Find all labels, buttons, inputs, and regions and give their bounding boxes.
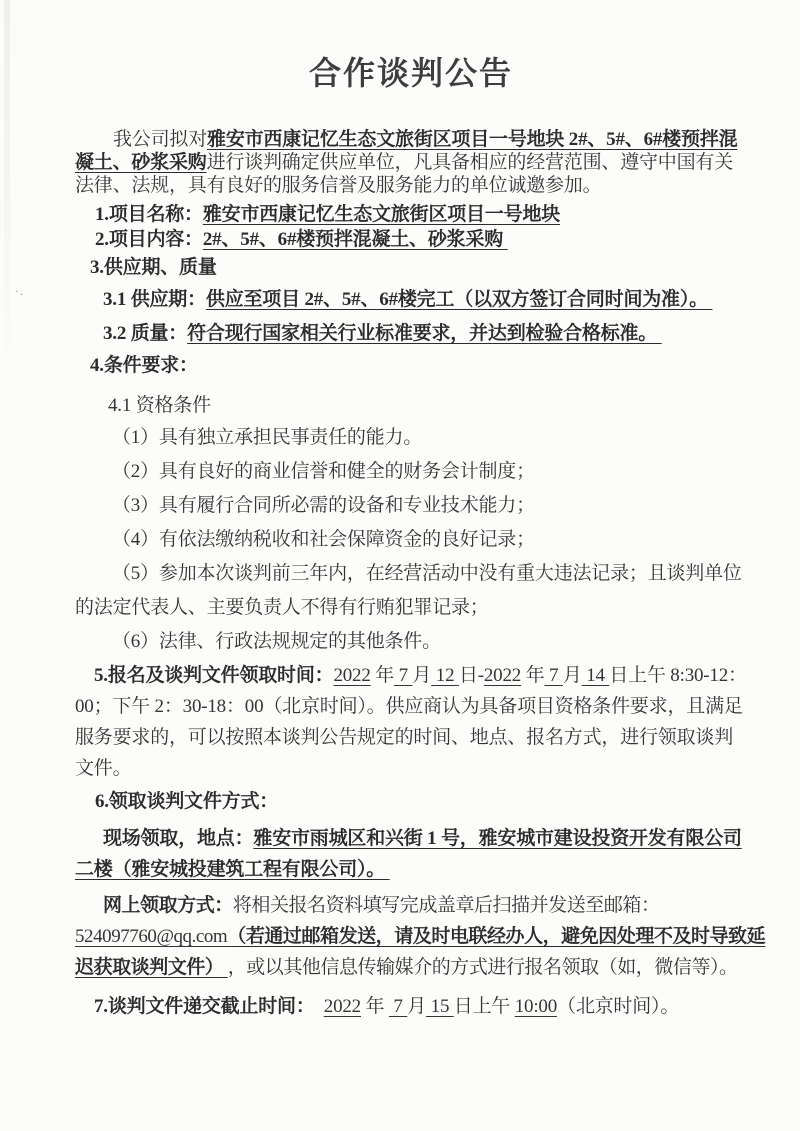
online-pickup-paragraph — [75, 890, 767, 983]
text-segment: 524097760@qq.com — [75, 926, 228, 947]
text-segment: （北京时间）。 — [557, 996, 680, 1017]
text-segment: 月 — [412, 665, 432, 686]
text-segment: 我公司拟对 — [113, 129, 208, 150]
text-segment: 网上领取方式： — [103, 895, 233, 916]
text-segment: 7 — [394, 665, 413, 686]
condition-6 — [75, 625, 747, 659]
condition-1 — [75, 421, 747, 455]
item-supply-period — [75, 287, 747, 312]
text-segment: 年 — [521, 665, 545, 686]
text-segment: （4）有依法缴纳税收和社会保障资金的良好记录； — [112, 529, 535, 550]
text-segment: 3.1 供应期： — [103, 289, 206, 310]
text-segment: ，或以其他信息传输媒介的方式进行报名领取（如，微信等）。 — [227, 957, 738, 978]
text-segment: 7 — [544, 665, 563, 686]
text-segment: 2022 — [333, 665, 371, 686]
item-supply-quality — [75, 255, 747, 280]
document-title: 合作谈判公告 — [308, 55, 513, 91]
text-segment: 月 — [407, 996, 427, 1017]
text-segment: （3）具有履行合同所必需的设备和专业技术能力； — [112, 495, 535, 516]
text-segment: 7.谈判文件递交截止时间： — [94, 996, 315, 1017]
intro-paragraph — [75, 128, 747, 197]
text-segment: （2）具有良好的商业信誉和健全的财务会计制度； — [112, 461, 535, 482]
text-segment: 15 — [426, 996, 454, 1017]
condition-5 — [75, 557, 747, 625]
item-project-name — [75, 202, 747, 227]
text-segment: 雅安市西康记忆生态文旅街区项目一号地块 2#、5#、6#楼预拌混凝土、砂浆采购 — [75, 129, 738, 173]
text-segment: 2.项目内容： — [95, 229, 203, 250]
text-segment: 进行谈判确定供应单位，凡具备相应的经营范围、遵守中国有关法律、法规，具有良好的服务信誉及服务能力的单位诚邀参加。 — [75, 152, 734, 196]
text-segment: 3.2 质量： — [103, 323, 188, 344]
item-submission-deadline — [75, 994, 747, 1019]
text-segment: 5.报名及谈判文件领取时间： — [94, 665, 334, 686]
scan-speck: ·. — [15, 284, 24, 298]
condition-2 — [75, 455, 747, 489]
document-content — [75, 0, 766, 1019]
text-segment: 4.1 资格条件 — [108, 395, 211, 416]
item-requirements — [75, 353, 747, 378]
item-project-content — [75, 227, 747, 252]
text-segment: 雅安市西康记忆生态文旅街区项目一号地块 — [202, 204, 561, 225]
text-segment: （5）参加本次谈判前三年内，在经营活动中没有重大违法记录；且谈判单位的法定代表人、主要负责人不得有行贿犯罪记录； — [75, 563, 742, 618]
text-segment: 符合现行国家相关行业标准要求，并达到检验合格标准。 — [187, 323, 662, 344]
text-segment: 4.条件要求： — [90, 355, 198, 376]
text-segment: 10:00 — [514, 996, 558, 1017]
text-segment: 7 — [388, 996, 408, 1017]
text-segment: 3.供应期、质量 — [90, 257, 217, 278]
text-segment: 2022 — [483, 665, 522, 686]
text-segment: （1）具有独立承担民事责任的能力。 — [112, 427, 423, 448]
text-segment: 年 — [370, 665, 395, 686]
text-segment: 将相关报名资料填写完成盖章后扫描并发送至邮箱： — [232, 895, 660, 916]
text-segment: 日- — [458, 665, 484, 686]
item-registration-time — [75, 660, 747, 784]
text-segment: 2#、5#、6#楼预拌混凝土、砂浆采购 — [202, 229, 508, 250]
condition-3 — [75, 489, 747, 523]
scan-edge-smudge — [4, 0, 10, 390]
condition-4 — [75, 523, 747, 557]
text-segment: 供应至项目 2#、5#、6#楼完工（以双方签订合同时间为准）。 — [205, 289, 713, 310]
text-segment: 1.项目名称： — [95, 204, 203, 225]
text-segment: 日上午 — [453, 996, 515, 1017]
text-segment: 14 — [581, 665, 610, 686]
text-segment: 雅安市雨城区和兴街 1 号，雅安城市建设投资开发有限公司二楼（雅安城投建筑工程有限公司）。 — [75, 828, 742, 880]
text-segment: 月 — [562, 665, 582, 686]
item-qualification — [75, 393, 747, 418]
text-segment: 6.领取谈判文件方式： — [95, 791, 279, 812]
text-segment: 现场领取，地点： — [103, 828, 254, 849]
text-segment: 2022 — [323, 996, 361, 1017]
text-segment: 年 — [360, 996, 389, 1017]
text-segment — [315, 996, 324, 1017]
text-segment: 12 — [431, 665, 459, 686]
onsite-pickup-paragraph — [75, 823, 747, 885]
text-segment: （若通过邮箱发送，请及时电联经办人，避免因处理不及时导致延迟获取谈判文件） — [75, 926, 766, 978]
text-segment: 日上午 8:30-12：00；下午 2：30-18：00（北京时间）。供应商认为具备项目资格条件要求，且满足服务要求的，可以按照本谈判公告规定的时间、地点、报名方式，进行领取谈判文件。 — [75, 665, 747, 779]
item-quality — [75, 321, 747, 346]
text-segment: （6）法律、行政法规规定的其他条件。 — [112, 631, 441, 652]
item-obtain-method — [75, 789, 747, 814]
